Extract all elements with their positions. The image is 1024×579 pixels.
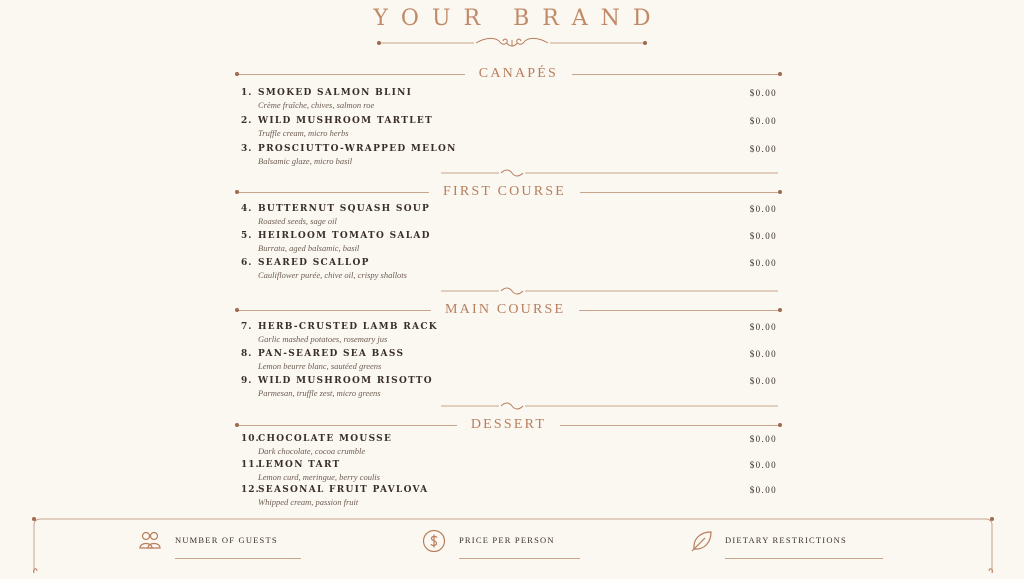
item-price: $0.00 xyxy=(749,258,777,268)
item-number: 4. xyxy=(241,204,253,214)
item-price: $0.00 xyxy=(749,349,777,359)
dietary-restrictions-field[interactable] xyxy=(690,527,886,561)
item-price: $0.00 xyxy=(749,460,777,470)
guests-field[interactable] xyxy=(138,527,302,561)
item-price: $0.00 xyxy=(749,376,777,386)
item-name: WILD MUSHROOM RISOTTO xyxy=(258,376,433,386)
item-name: BUTTERNUT SQUASH SOUP xyxy=(258,204,431,214)
item-number: 12. xyxy=(241,485,260,495)
item-price: $0.00 xyxy=(749,434,777,444)
price-label: PRICE PER PERSON xyxy=(459,535,555,545)
item-number: 6. xyxy=(241,258,253,268)
section-label: CANAPÉS xyxy=(478,66,558,81)
item-description: Crème fraîche, chives, salmon roe xyxy=(258,100,375,110)
item-number: 2. xyxy=(241,116,253,126)
item-description: Parmesan, truffle zest, micro greens xyxy=(258,388,381,398)
item-description: Dark chocolate, cocoa crumble xyxy=(258,446,366,456)
section-divider xyxy=(441,401,778,411)
item-name: SEARED SCALLOP xyxy=(258,258,370,268)
item-price: $0.00 xyxy=(749,116,777,126)
item-number: 9. xyxy=(241,376,253,386)
item-number: 3. xyxy=(241,144,253,154)
section-title-first-course xyxy=(237,183,780,201)
item-description: Roasted seeds, sage oil xyxy=(258,216,337,226)
dollar-icon xyxy=(422,529,446,553)
item-price: $0.00 xyxy=(749,144,777,154)
item-number: 5. xyxy=(241,231,253,241)
item-name: SMOKED SALMON BLINI xyxy=(258,88,413,98)
price-per-person-field[interactable] xyxy=(422,527,582,561)
item-description: Truffle cream, micro herbs xyxy=(258,128,349,138)
section-title-canapes xyxy=(237,65,780,83)
item-name: HEIRLOOM TOMATO SALAD xyxy=(258,231,431,241)
item-price: $0.00 xyxy=(749,485,777,495)
item-number: 8. xyxy=(241,349,253,359)
item-description: Burrata, aged balsamic, basil xyxy=(258,243,360,253)
guests-label: NUMBER OF GUESTS xyxy=(175,535,278,545)
item-number: 11. xyxy=(241,460,260,470)
item-name: HERB-CRUSTED LAMB RACK xyxy=(258,322,438,332)
item-name: SEASONAL FRUIT PAVLOVA xyxy=(258,485,429,495)
guests-underline xyxy=(175,558,301,559)
section-label: MAIN COURSE xyxy=(445,302,566,317)
item-description: Balsamic glaze, micro basil xyxy=(258,156,353,166)
leaf-icon xyxy=(690,529,714,553)
item-price: $0.00 xyxy=(749,88,777,98)
item-description: Cauliflower purée, chive oil, crispy shallots xyxy=(258,270,407,280)
item-name: PAN-SEARED SEA BASS xyxy=(258,349,405,359)
item-number: 10. xyxy=(241,434,260,444)
section-title-main-course xyxy=(237,301,780,319)
section-divider xyxy=(441,168,778,178)
item-description: Whipped cream, passion fruit xyxy=(258,497,359,507)
guests-icon xyxy=(138,530,162,550)
section-label: DESSERT xyxy=(470,417,547,432)
brand-flourish xyxy=(376,36,648,50)
item-description: Garlic mashed potatoes, rosemary jus xyxy=(258,334,388,344)
dietary-label: DIETARY RESTRICTIONS xyxy=(725,535,847,545)
price-underline xyxy=(459,558,580,559)
item-number: 7. xyxy=(241,322,253,332)
item-description: Lemon beurre blanc, sautéed greens xyxy=(258,361,382,371)
item-number: 1. xyxy=(241,88,253,98)
item-name: CHOCOLATE MOUSSE xyxy=(258,434,393,444)
dietary-underline xyxy=(725,558,883,559)
item-name: LEMON TART xyxy=(258,460,341,470)
item-price: $0.00 xyxy=(749,204,777,214)
brand-title: YOUR BRAND xyxy=(373,6,664,31)
item-price: $0.00 xyxy=(749,231,777,241)
item-name: PROSCIUTTO-WRAPPED MELON xyxy=(258,144,457,154)
section-divider xyxy=(441,286,778,296)
item-description: Lemon curd, meringue, berry coulis xyxy=(258,472,380,482)
section-title-dessert xyxy=(237,416,780,434)
section-label: FIRST COURSE xyxy=(443,184,567,199)
item-name: WILD MUSHROOM TARTLET xyxy=(258,116,434,126)
item-price: $0.00 xyxy=(749,322,777,332)
